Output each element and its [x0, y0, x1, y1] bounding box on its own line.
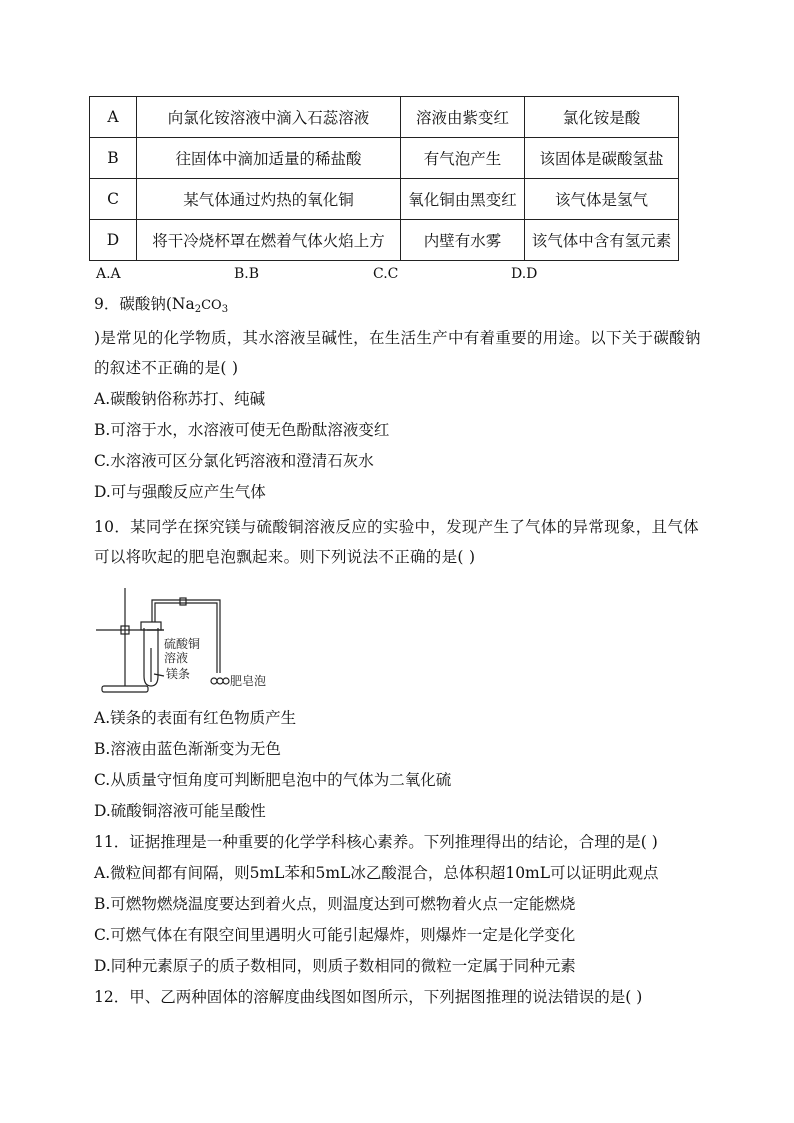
table-cell: 向氯化铵溶液中滴入石蕊溶液: [137, 97, 401, 138]
q10-option-b[interactable]: B.溶液由蓝色渐渐变为无色: [94, 740, 281, 758]
table-cell: 有气泡产生: [401, 138, 525, 179]
q9-option-b[interactable]: B.可溶于水，水溶液可使无色酚酞溶液变红: [94, 421, 390, 439]
q11-option-d[interactable]: D.同种元素原子的质子数相同，则质子数相同的微粒一定属于同种元素: [94, 957, 576, 975]
option-c[interactable]: C.C: [373, 266, 399, 282]
q9-text: )是常见的化学物质，其水溶液呈碱性，在生活生产中有着重要的用途。以下关于碳酸钠的叙述不正确的是( ): [94, 329, 701, 377]
figure-label: 肥皂泡: [230, 674, 267, 688]
table-row: [90, 220, 679, 261]
table-cell: A: [90, 97, 137, 138]
option-b[interactable]: B.B: [234, 266, 260, 282]
option-a[interactable]: A.A: [96, 266, 121, 282]
subscript: 2: [194, 304, 202, 315]
q11-option-c[interactable]: C.可燃气体在有限空间里遇明火可能引起爆炸，则爆炸一定是化学变化: [94, 926, 576, 944]
table-cell: C: [90, 179, 137, 220]
option-d[interactable]: D.D: [511, 266, 538, 282]
q11-option-b[interactable]: B.可燃物燃烧温度要达到着火点，则温度达到可燃物着火点一定能燃烧: [94, 895, 576, 913]
figure-label: 镁条: [166, 667, 191, 681]
q11-text: 11．证据推理是一种重要的化学学科核心素养。下列推理得出的结论，合理的是( ): [94, 833, 658, 851]
table-cell: 溶液由紫变红: [401, 97, 525, 138]
table-row: [90, 179, 679, 220]
table-cell: D: [90, 220, 137, 261]
apparatus-figure: [94, 578, 274, 698]
q12-text: 12．甲、乙两种固体的溶解度曲线图如图所示，下列据图推理的说法错误的是( ): [94, 988, 643, 1006]
table-cell: 将干冷烧杯罩在燃着气体火焰上方: [137, 220, 401, 261]
q9-head-end: CO: [201, 298, 222, 313]
table-row: [90, 138, 679, 179]
table-cell: 往固体中滴加适量的稀盐酸: [137, 138, 401, 179]
table-cell: 内壁有水雾: [401, 220, 525, 261]
table-cell: 该气体是氢气: [525, 179, 679, 220]
q9-option-d[interactable]: D.可与强酸反应产生气体: [94, 483, 266, 501]
figure-label: 硫酸铜: [164, 637, 201, 651]
q10-option-a[interactable]: A.镁条的表面有红色物质产生: [94, 709, 297, 727]
q10-option-c[interactable]: C.从质量守恒角度可判断肥皂泡中的气体为二氧化硫: [94, 771, 452, 789]
table-cell: B: [90, 138, 137, 179]
q9-option-c[interactable]: C.水溶液可区分氯化钙溶液和澄清石灰水: [94, 452, 374, 470]
subscript: 3: [221, 304, 229, 315]
q9-head-text: 9．碳酸钠(Na: [94, 295, 195, 313]
table-cell: 某气体通过灼热的氧化铜: [137, 179, 401, 220]
table-row: [90, 97, 679, 138]
q10-text: 10．某同学在探究镁与硫酸铜溶液反应的实验中，发现产生了气体的异常现象，且气体可以将吹起的肥皂泡飘起来。则下列说法不正确的是( ): [94, 518, 699, 566]
table-cell: 该气体中含有氢元素: [525, 220, 679, 261]
table-cell: 该固体是碳酸氢盐: [525, 138, 679, 179]
q9-option-a[interactable]: A.碳酸钠俗称苏打、纯碱: [94, 390, 266, 408]
q10-option-d[interactable]: D.硫酸铜溶液可能呈酸性: [94, 802, 266, 820]
q9-head: [94, 292, 228, 315]
table-cell: 氧化铜由黑变红: [401, 179, 525, 220]
q8-table: [89, 96, 679, 261]
table-cell: 氯化铵是酸: [525, 97, 679, 138]
figure-label: 溶液: [164, 651, 189, 665]
q11-option-a[interactable]: A.微粒间都有间隔，则5mL苯和5mL冰乙酸混合，总体积超10mL可以证明此观点: [94, 864, 659, 882]
